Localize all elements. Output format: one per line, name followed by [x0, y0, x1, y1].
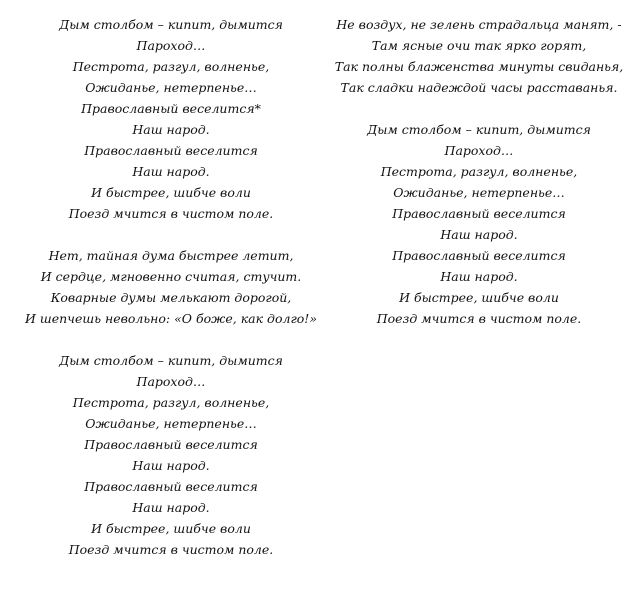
verse-line: Поезд мчится в чистом поле.	[68, 206, 274, 221]
verse-line: Дым столбом – кипит, дымится	[59, 353, 283, 368]
verse-line: Наш народ.	[132, 458, 210, 473]
stanza	[318, 119, 640, 329]
verse-line: Наш народ.	[440, 269, 518, 284]
verse-line: Православный веселится	[84, 143, 258, 158]
verse-line: И быстрее, шибче воли	[91, 185, 251, 200]
verse-line: И быстрее, шибче воли	[91, 521, 251, 536]
stanza	[0, 14, 342, 224]
verse-line: Православный веселится	[392, 206, 566, 221]
verse-line: Пестрота, разгул, волненье,	[380, 164, 578, 179]
verse-line: Наш народ.	[132, 164, 210, 179]
verse-line: И быстрее, шибче воли	[399, 290, 559, 305]
verse-line: Православный веселится*	[81, 101, 261, 116]
verse-line: Пароход…	[136, 374, 206, 389]
verse-line: Так сладки надеждой часы расставанья.	[340, 80, 618, 95]
verse-line: Нет, тайная дума быстрее летит,	[48, 248, 294, 263]
verse-line: Ожиданье, нетерпенье…	[85, 80, 257, 95]
right-column	[318, 14, 640, 350]
verse-line: Ожиданье, нетерпенье…	[393, 185, 565, 200]
verse-line: Православный веселится	[392, 248, 566, 263]
verse-line: Дым столбом – кипит, дымится	[367, 122, 591, 137]
verse-line: Наш народ.	[132, 500, 210, 515]
verse-line: Пароход…	[136, 38, 206, 53]
verse-line: Ожиданье, нетерпенье…	[85, 416, 257, 431]
verse-line: Коварные думы мелькают дорогой,	[50, 290, 292, 305]
verse-line: Так полны блаженства минуты свиданья,	[334, 59, 624, 74]
verse-line: Пестрота, разгул, волненье,	[72, 59, 270, 74]
verse-line: Пестрота, разгул, волненье,	[72, 395, 270, 410]
left-column	[0, 14, 342, 581]
verse-line: Там ясные очи так ярко горят,	[371, 38, 587, 53]
stanza	[0, 350, 342, 560]
verse-line: Православный веселится	[84, 437, 258, 452]
verse-line: Пароход…	[444, 143, 514, 158]
verse-line: И сердце, мгновенно считая, стучит.	[40, 269, 302, 284]
verse-line: Православный веселится	[84, 479, 258, 494]
verse-line: Поезд мчится в чистом поле.	[376, 311, 582, 326]
verse-line: Дым столбом – кипит, дымится	[59, 17, 283, 32]
stanza	[0, 245, 342, 329]
verse-line: Поезд мчится в чистом поле.	[68, 542, 274, 557]
verse-line: И шепчешь невольно: «О боже, как долго!»	[25, 311, 317, 326]
verse-line: Наш народ.	[132, 122, 210, 137]
verse-line: Не воздух, не зелень страдальца манят, -	[336, 17, 622, 32]
verse-line: Наш народ.	[440, 227, 518, 242]
stanza	[318, 14, 640, 98]
